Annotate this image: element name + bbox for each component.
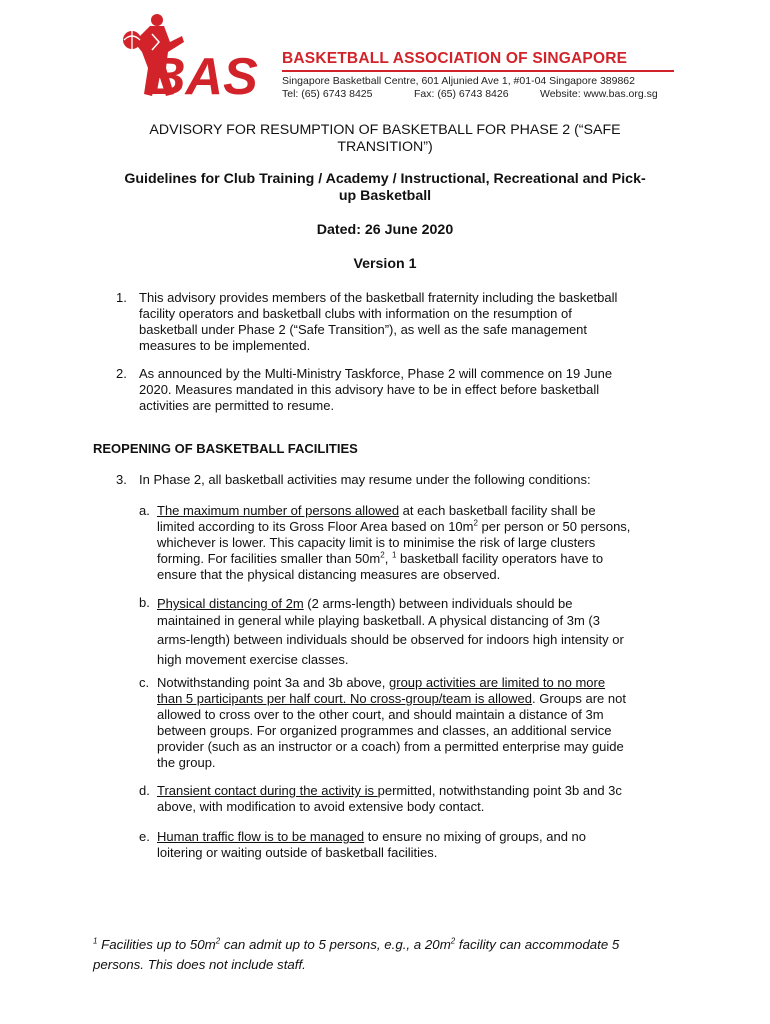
guidelines-title-line2: up Basketball: [338, 188, 432, 204]
footnote-text-run: facility can accommodate 5: [455, 937, 620, 952]
superscript: 2: [380, 550, 385, 560]
footnote-marker: 1: [93, 936, 98, 946]
sub-c-line: the group.: [157, 755, 216, 770]
item-3-number: 3.: [116, 472, 127, 487]
sub-c-line: allowed to cross over to the other court, and should maintain a distance of 3m: [157, 707, 604, 722]
guidelines-title-line1: Guidelines for Club Training / Academy / Instructional, Recreational and Pick-: [124, 171, 646, 187]
item-2-line: As announced by the Multi-Ministry Taskforce, Phase 2 will commence on 19 June: [139, 366, 613, 381]
org-contact-line: [282, 88, 674, 101]
item-1-line: basketball under Phase 2 (“Safe Transition”), as well as the safe management: [139, 322, 588, 337]
sub-a-text-run: per person or 50 persons,: [477, 519, 631, 534]
item-1-text: [139, 290, 617, 354]
sub-e-line: loitering or waiting outside of basketball facilities.: [157, 845, 438, 860]
item-2-line: 2020. Measures mandated in this advisory have to be in effect before basketball: [139, 382, 600, 397]
sub-a-text-run: ,: [384, 551, 392, 566]
org-fax: Fax: (65) 6743 8426: [414, 88, 509, 100]
superscript: 2: [215, 936, 221, 946]
org-tel: Tel: (65) 6743 8425: [282, 88, 373, 100]
sub-e-label: e.: [139, 829, 150, 844]
guidelines-title: [0, 171, 770, 205]
item-1-line: This advisory provides members of the basketball fraternity including the basketball: [139, 290, 618, 305]
sub-a-underlined: The maximum number of persons allowed: [157, 503, 400, 518]
sub-e-text: [157, 829, 586, 861]
section-heading: REOPENING OF BASKETBALL FACILITIES: [93, 441, 358, 456]
footnote-line: persons. This does not include staff.: [93, 957, 306, 972]
advisory-title-line2: TRANSITION”): [337, 139, 433, 155]
sub-c-line: provider (such as an instructor or a coach) from a permitted enterprise may guide: [157, 739, 624, 754]
superscript: 2: [450, 936, 456, 946]
logo-text: BAS: [148, 48, 258, 104]
sub-c-underlined: than 5 participants per half court. No cross-group/team is allowed: [157, 691, 533, 706]
sub-a-text-run: basketball facility operators have to: [396, 551, 604, 566]
item-2-line: activities are permitted to resume.: [139, 398, 335, 413]
item-1-number: 1.: [116, 290, 127, 305]
dated-line: Dated: 26 June 2020: [316, 222, 454, 238]
sub-c-text: [157, 675, 626, 771]
bas-logo: [112, 12, 272, 104]
sub-d-label: d.: [139, 783, 150, 798]
sub-c-label: c.: [139, 675, 150, 690]
version-line: Version 1: [353, 256, 417, 272]
sub-c-text-run: Notwithstanding point 3a and 3b above,: [157, 675, 390, 690]
sub-d-text-run: permitted, notwithstanding point 3b and 3c: [377, 783, 622, 798]
sub-e-text-run: to ensure no mixing of groups, and no: [364, 829, 587, 844]
item-2-number: 2.: [116, 366, 127, 381]
org-website: Website: www.bas.org.sg: [540, 88, 658, 100]
sub-c-line: between groups. For organized programmes and classes, an additional service: [157, 723, 612, 738]
sub-b-underlined: Physical distancing of 2m: [157, 596, 304, 611]
sub-e-underlined: Human traffic flow is to be managed: [157, 829, 365, 844]
footnote-text-run: Facilities up to 50m: [97, 937, 216, 952]
sub-d-text: [157, 783, 622, 815]
letterhead-rule: [282, 70, 674, 72]
sub-a-text: [157, 503, 630, 583]
item-1-line: measures to be implemented.: [139, 338, 311, 353]
sub-c-text-run: . Groups are not: [532, 691, 626, 706]
advisory-title: [0, 122, 770, 156]
footnote-ref: 1: [391, 550, 397, 560]
sub-b-line: arms-length) between individuals should be observed for indoors high intensity or: [157, 632, 624, 647]
item-1-line: facility operators and basketball clubs with information on the resumption of: [139, 306, 572, 321]
sub-c-underlined: group activities are limited to no more: [389, 675, 606, 690]
sub-b-text-run: (2 arms-length) between individuals should be: [303, 596, 573, 611]
footnote-text-run: can admit up to 5 persons, e.g., a 20m: [220, 937, 451, 952]
sub-b-text: [157, 595, 624, 668]
footnote: [93, 935, 693, 975]
sub-a-text-run: limited according to its Gross Floor Area based on 10m: [157, 519, 474, 534]
sub-b-label: b.: [139, 595, 150, 610]
sub-d-line: above, with modification to avoid extensive body contact.: [157, 799, 485, 814]
advisory-title-line1: ADVISORY FOR RESUMPTION OF BASKETBALL FOR PHASE 2 (“SAFE: [149, 122, 621, 138]
sub-a-line: whichever is lower. This capacity limit is to minimise the risk of large clusters: [157, 535, 596, 550]
superscript: 2: [473, 518, 478, 528]
item-2-text: [139, 366, 612, 414]
org-address: Singapore Basketball Centre, 601 Aljunied Ave 1, #01-04 Singapore 389862: [282, 75, 635, 87]
sub-a-text-run: forming. For facilities smaller than 50m: [157, 551, 381, 566]
sub-a-text-run: at each basketball facility shall be: [399, 503, 596, 518]
letterhead-block: [282, 50, 674, 101]
sub-b-line: maintained in general while playing basketball. A physical distancing of 3m (3: [157, 613, 600, 628]
sub-a-line: ensure that the physical distancing measures are observed.: [157, 567, 501, 582]
sub-d-underlined: Transient contact during the activity is: [157, 783, 378, 798]
sub-a-label: a.: [139, 503, 150, 518]
item-3-text: In Phase 2, all basketball activities may resume under the following conditions:: [139, 472, 591, 487]
org-name: BASKETBALL ASSOCIATION OF SINGAPORE: [282, 50, 628, 67]
sub-b-line: high movement exercise classes.: [157, 652, 349, 667]
